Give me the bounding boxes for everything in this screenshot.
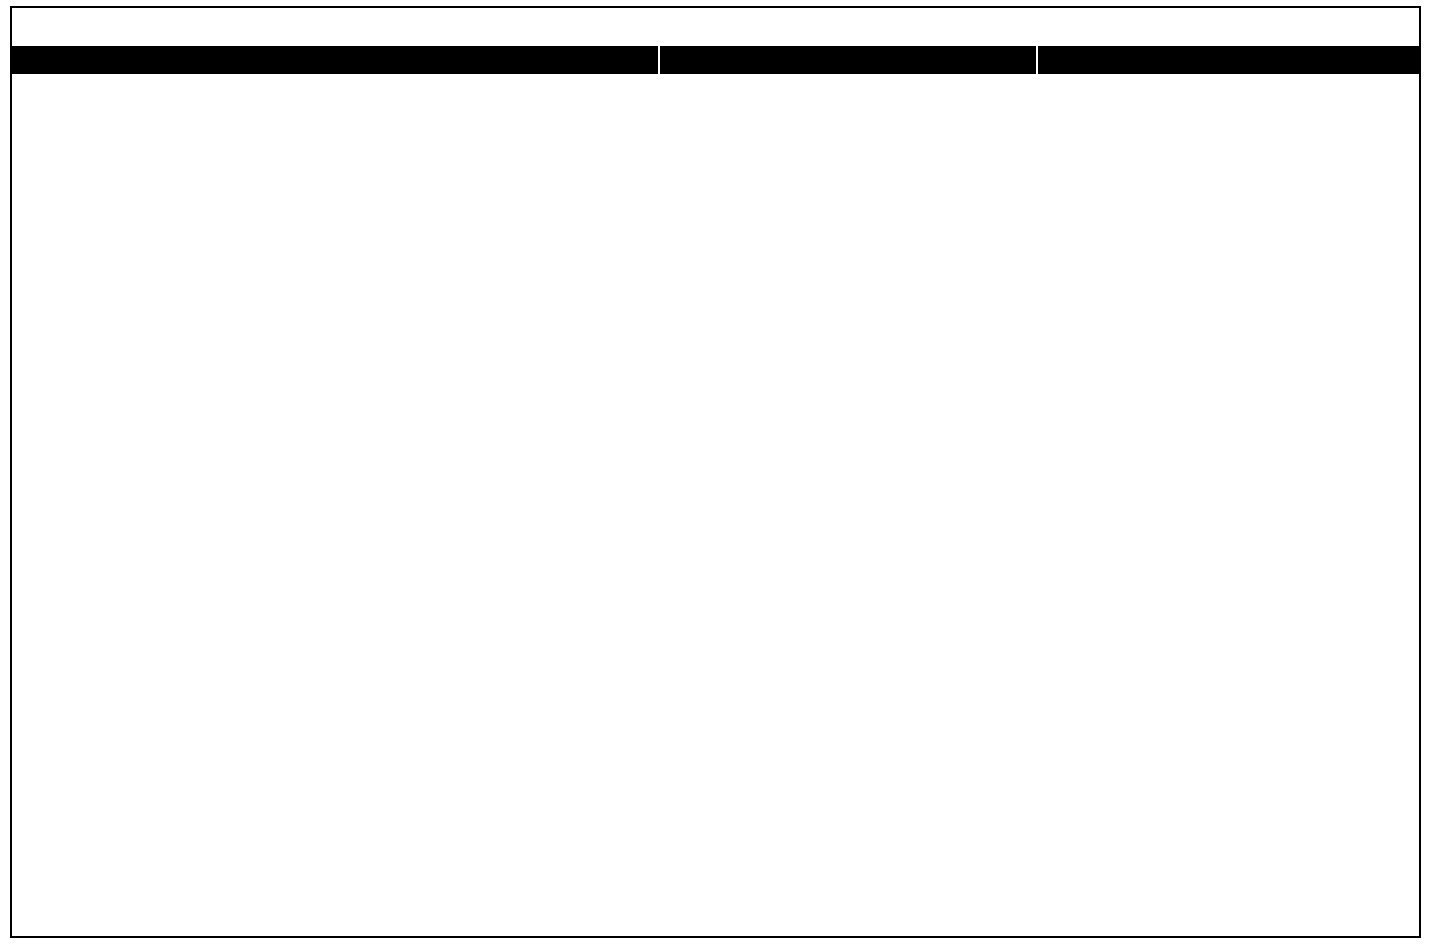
header-divider [658,46,660,74]
column-header-action [1038,46,1421,74]
header-divider [1036,46,1038,74]
column-header-result [660,46,1036,74]
column-header-test [10,46,658,74]
diagnostic-chart-frame [10,6,1421,938]
